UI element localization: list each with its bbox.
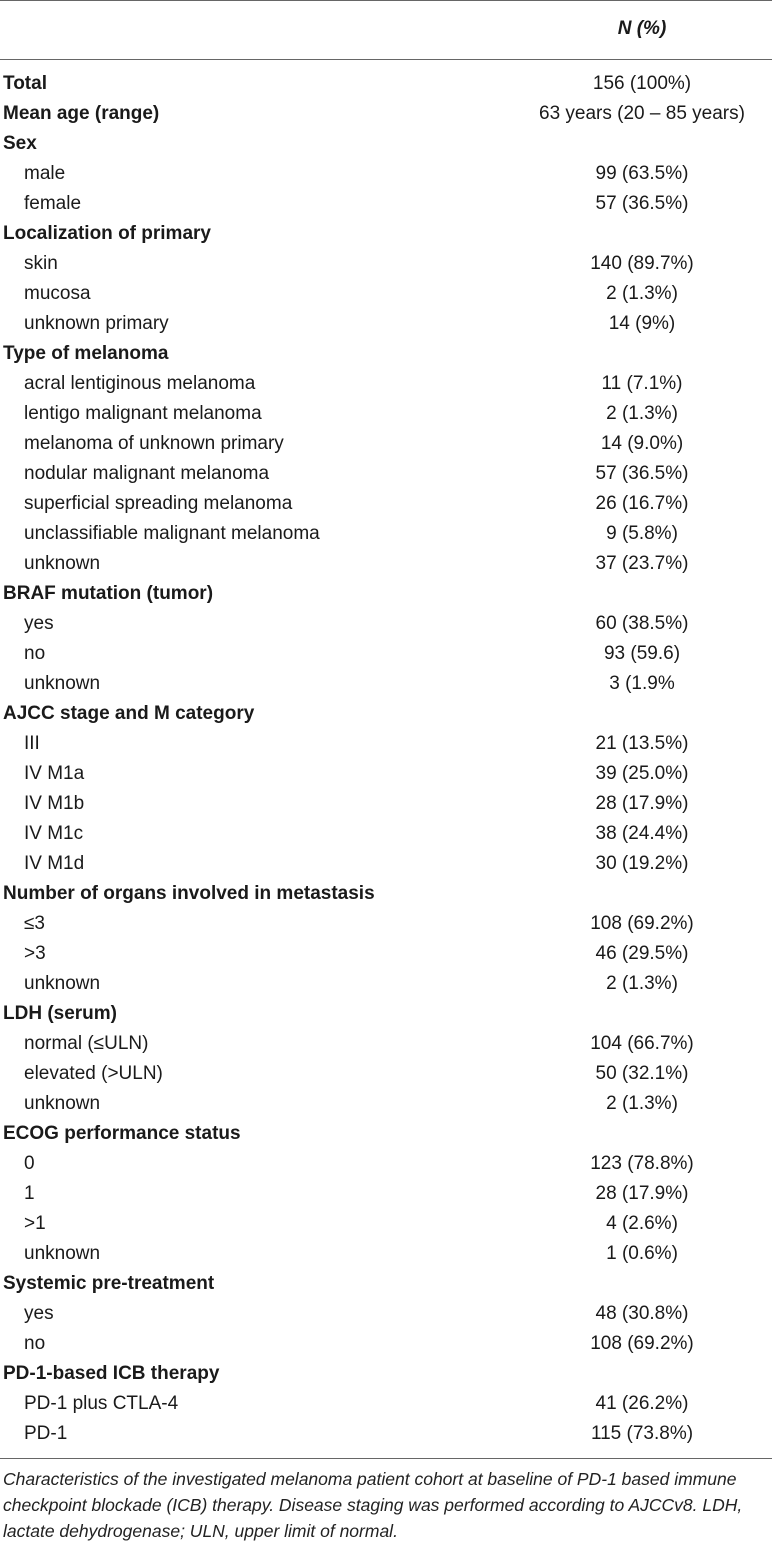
row-value: 104 (66.7%) xyxy=(590,1033,694,1054)
table-row xyxy=(0,759,772,789)
row-value: 14 (9.0%) xyxy=(600,433,684,454)
table-row xyxy=(0,1149,772,1179)
row-value: 39 (25.0%) xyxy=(595,763,689,784)
row-label: unknown xyxy=(24,1243,101,1264)
row-label: no xyxy=(24,643,46,664)
section-label: Localization of primary xyxy=(3,223,211,244)
table-row xyxy=(0,549,772,579)
table-row xyxy=(0,399,772,429)
row-label: yes xyxy=(24,613,54,634)
row-value: 2 (1.3%) xyxy=(606,1093,678,1114)
row-value: 2 (1.3%) xyxy=(606,283,678,304)
table-row xyxy=(0,369,772,399)
row-label: IV M1b xyxy=(24,793,85,814)
row-value: 9 (5.8%) xyxy=(606,523,678,544)
row-value: 93 (59.6) xyxy=(603,643,681,664)
row-value: 2 (1.3%) xyxy=(606,973,678,994)
row-label: lentigo malignant melanoma xyxy=(24,403,262,424)
table-row xyxy=(0,639,772,669)
row-value: 48 (30.8%) xyxy=(595,1303,689,1324)
row-label: IV M1a xyxy=(24,763,85,784)
section-label: Number of organs involved in metastasis xyxy=(3,883,375,904)
table-row xyxy=(0,1209,772,1239)
table-row xyxy=(0,1239,772,1269)
row-label: >3 xyxy=(24,943,46,964)
row-value: 115 (73.8%) xyxy=(590,1423,694,1444)
row-value: 57 (36.5%) xyxy=(595,193,689,214)
table-row xyxy=(0,1179,772,1209)
table-section-row xyxy=(0,219,772,249)
row-label: melanoma of unknown primary xyxy=(24,433,284,454)
table-section-row xyxy=(0,129,772,159)
row-value: 30 (19.2%) xyxy=(595,853,689,874)
table-section-row xyxy=(0,99,772,129)
row-value: 1 (0.6%) xyxy=(606,1243,678,1264)
table-section-row xyxy=(0,1119,772,1149)
row-value: 26 (16.7%) xyxy=(595,493,689,514)
row-label: IV M1d xyxy=(24,853,85,874)
row-value: 123 (78.8%) xyxy=(590,1153,694,1174)
row-label: yes xyxy=(24,1303,54,1324)
table-row xyxy=(0,609,772,639)
table-row xyxy=(0,1329,772,1359)
table-row xyxy=(0,789,772,819)
row-value: 14 (9%) xyxy=(608,313,676,334)
section-label: Sex xyxy=(3,133,37,154)
row-label: unknown xyxy=(24,1093,101,1114)
table-section-row xyxy=(0,579,772,609)
table-row xyxy=(0,459,772,489)
row-value: 50 (32.1%) xyxy=(595,1063,689,1084)
table-row xyxy=(0,1059,772,1089)
table-row xyxy=(0,939,772,969)
row-value: 11 (7.1%) xyxy=(601,373,683,394)
row-value: 2 (1.3%) xyxy=(606,403,678,424)
row-value: 108 (69.2%) xyxy=(590,913,694,934)
table-row xyxy=(0,519,772,549)
row-label: acral lentiginous melanoma xyxy=(24,373,256,394)
table-row xyxy=(0,849,772,879)
row-value: 63 years (20 – 85 years) xyxy=(539,103,745,124)
table-bottom-rule xyxy=(0,1458,772,1459)
table-row xyxy=(0,1029,772,1059)
table-body xyxy=(0,69,772,1449)
table-row xyxy=(0,1419,772,1449)
row-label: >1 xyxy=(24,1213,46,1234)
table-row xyxy=(0,819,772,849)
table-row xyxy=(0,1389,772,1419)
section-label: PD-1-based ICB therapy xyxy=(3,1363,220,1384)
table-row xyxy=(0,189,772,219)
table-row xyxy=(0,909,772,939)
row-label: superficial spreading melanoma xyxy=(24,493,293,514)
row-value: 28 (17.9%) xyxy=(595,1183,689,1204)
table-row xyxy=(0,309,772,339)
table-row xyxy=(0,669,772,699)
section-label: ECOG performance status xyxy=(3,1123,241,1144)
row-label: nodular malignant melanoma xyxy=(24,463,270,484)
row-label: elevated (>ULN) xyxy=(24,1063,163,1084)
row-label: unknown primary xyxy=(24,313,169,334)
row-label: IV M1c xyxy=(24,823,84,844)
table-section-row xyxy=(0,69,772,99)
row-value: 37 (23.7%) xyxy=(595,553,689,574)
row-value: 99 (63.5%) xyxy=(595,163,689,184)
row-label: unknown xyxy=(24,553,101,574)
section-label: Systemic pre-treatment xyxy=(3,1273,215,1294)
table-row xyxy=(0,489,772,519)
row-value: 21 (13.5%) xyxy=(595,733,689,754)
row-value: 140 (89.7%) xyxy=(590,253,694,274)
table-section-row xyxy=(0,879,772,909)
section-label: Type of melanoma xyxy=(3,343,169,364)
table-row xyxy=(0,279,772,309)
row-label: PD-1 xyxy=(24,1423,68,1444)
table-section-row xyxy=(0,1269,772,1299)
table-section-row xyxy=(0,339,772,369)
row-label: normal (≤ULN) xyxy=(24,1033,149,1054)
row-label: unknown xyxy=(24,673,101,694)
row-label: skin xyxy=(24,253,58,274)
table-row xyxy=(0,1299,772,1329)
table-row xyxy=(0,159,772,189)
table-top-rule xyxy=(0,0,772,1)
table-row xyxy=(0,969,772,999)
row-label: female xyxy=(24,193,82,214)
row-value: 156 (100%) xyxy=(592,73,692,94)
row-label: 1 xyxy=(24,1183,35,1204)
table-caption: Characteristics of the investigated melanoma patient cohort at baseline of PD-1 based immune checkpoint blockade (ICB) therapy. Disease staging was performed according to AJCCv8. LDH, lactate dehydrogenase; ULN, upper limit of normal. xyxy=(3,1469,743,1541)
table-row xyxy=(0,1089,772,1119)
row-value: 41 (26.2%) xyxy=(595,1393,689,1414)
row-value: 60 (38.5%) xyxy=(595,613,689,634)
table-section-row xyxy=(0,999,772,1029)
row-label: PD-1 plus CTLA-4 xyxy=(24,1393,179,1414)
table-row xyxy=(0,249,772,279)
row-value: 108 (69.2%) xyxy=(590,1333,694,1354)
row-value: 28 (17.9%) xyxy=(595,793,689,814)
table-row xyxy=(0,429,772,459)
row-label: unknown xyxy=(24,973,101,994)
row-value: 57 (36.5%) xyxy=(595,463,689,484)
row-value: 4 (2.6%) xyxy=(606,1213,678,1234)
section-label: BRAF mutation (tumor) xyxy=(3,583,214,604)
table-row xyxy=(0,729,772,759)
row-value: 3 (1.9% xyxy=(609,673,675,694)
column-header-n-percent: N (%) xyxy=(617,18,667,39)
table-section-row xyxy=(0,1359,772,1389)
row-label: male xyxy=(24,163,66,184)
row-value: 46 (29.5%) xyxy=(595,943,689,964)
table-header-rule xyxy=(0,59,772,60)
section-label: Total xyxy=(3,73,47,94)
table-section-row xyxy=(0,699,772,729)
section-label: Mean age (range) xyxy=(3,103,160,124)
row-label: ≤3 xyxy=(24,913,45,934)
row-label: unclassifiable malignant melanoma xyxy=(24,523,320,544)
row-label: 0 xyxy=(24,1153,35,1174)
row-label: no xyxy=(24,1333,46,1354)
row-value: 38 (24.4%) xyxy=(595,823,689,844)
row-label: III xyxy=(24,733,40,754)
row-label: mucosa xyxy=(24,283,91,304)
section-label: LDH (serum) xyxy=(3,1003,118,1024)
section-label: AJCC stage and M category xyxy=(3,703,255,724)
